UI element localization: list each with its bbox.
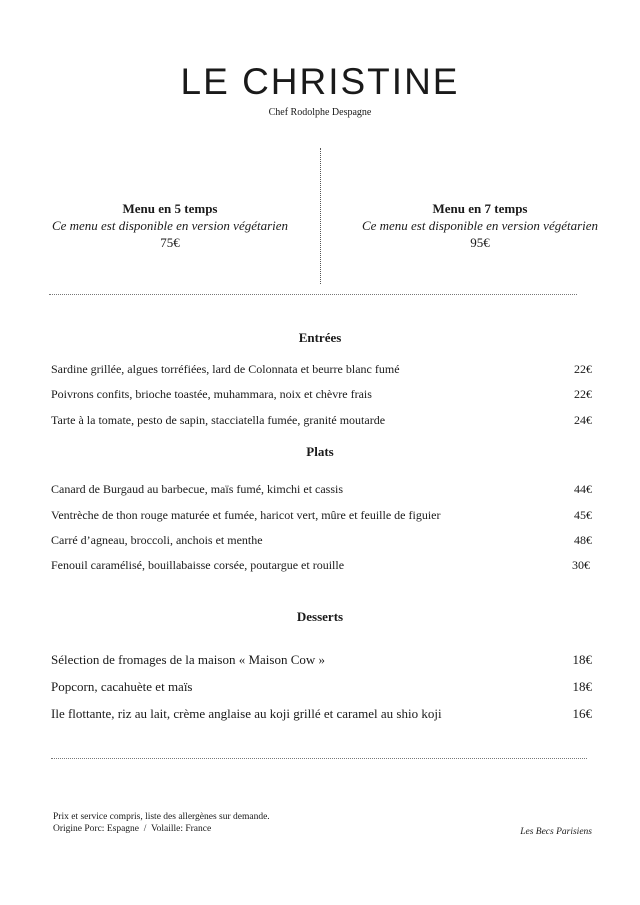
vertical-divider (320, 148, 321, 284)
dish-price: 16€ (572, 706, 592, 721)
dish-price: 18€ (572, 652, 592, 667)
dish-price: 45€ (574, 508, 592, 522)
section-title-entrees: Entrées (298, 330, 342, 345)
dish-name: Sélection de fromages de la maison « Maison Cow » (51, 652, 326, 667)
menu-note: Ce menu est disponible en version végétarien (361, 218, 599, 233)
dish-price: 22€ (574, 387, 592, 401)
dish-name: Tarte à la tomate, pesto de sapin, stacciatella fumée, granité moutarde (51, 413, 386, 427)
menu-5-temps (20, 200, 320, 251)
signature: Les Becs Parisiens (520, 827, 592, 837)
dish-name: Ventrèche de thon rouge maturée et fumée, haricot vert, mûre et feuille de figuier (51, 508, 441, 522)
footer-line: Prix et service compris, liste des allergènes sur demande. (53, 812, 270, 822)
dish-name: Poivrons confits, brioche toastée, muhammara, noix et chèvre frais (51, 387, 372, 401)
dish-price: 18€ (572, 679, 592, 694)
footer-line: Origine Porc: Espagne / Volaille: France (53, 824, 212, 834)
chef-name: Chef Rodolphe Despagne (268, 107, 372, 118)
dish-name: Popcorn, cacahuète et maïs (51, 679, 193, 694)
dish-name: Ile flottante, riz au lait, crème anglaise au koji grillé et caramel au shio koji (51, 706, 442, 721)
dish-name: Sardine grillée, algues torréfiées, lard de Colonnata et beurre blanc fumé (51, 362, 400, 376)
menu-note: Ce menu est disponible en version végétarien (51, 218, 289, 233)
dish-name: Carré d’agneau, broccoli, anchois et menthe (51, 533, 263, 547)
menu-title: Menu en 5 temps (122, 201, 218, 216)
dish-name: Canard de Burgaud au barbecue, maïs fumé, kimchi et cassis (51, 482, 344, 496)
section-title-desserts: Desserts (296, 609, 344, 624)
menu-title: Menu en 7 temps (432, 201, 528, 216)
menu-price: 75€ (160, 235, 180, 250)
section-title-plats: Plats (306, 444, 334, 459)
restaurant-title: LE CHRISTINE (180, 61, 460, 102)
menu-7-temps (330, 200, 630, 251)
dish-name: Fenouil caramélisé, bouillabaisse corsée, poutargue et rouille (51, 558, 345, 572)
dish-price: 48€ (574, 533, 592, 547)
horizontal-divider (51, 758, 587, 759)
dish-price: 30€ (572, 558, 590, 572)
dish-price: 44€ (574, 482, 592, 496)
dish-price: 24€ (574, 413, 592, 427)
menu-price: 95€ (470, 235, 490, 250)
horizontal-divider (49, 294, 577, 295)
footer-notes (53, 811, 270, 835)
dish-price: 22€ (574, 362, 592, 376)
